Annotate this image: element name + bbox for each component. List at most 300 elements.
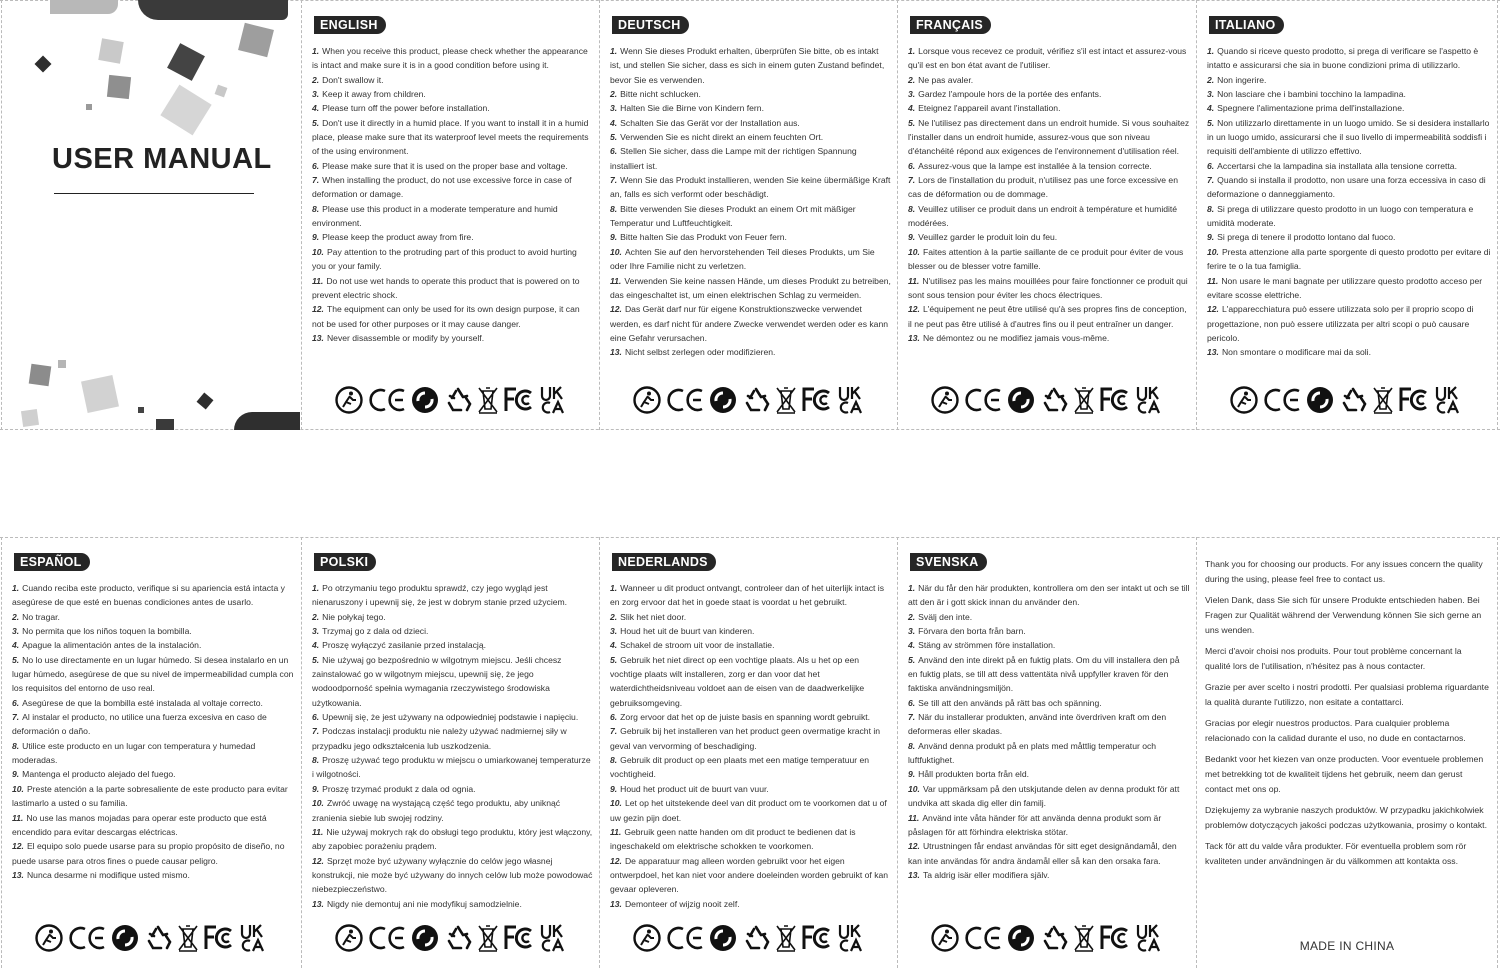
instruction-item: [908, 696, 1190, 710]
certification-marks: [930, 385, 1164, 415]
instruction-item: [12, 581, 294, 610]
instruction-number: 11.: [908, 812, 920, 823]
instruction-number: 13.: [312, 332, 324, 343]
instruction-number: 7.: [312, 175, 320, 186]
cover-decoration: [81, 375, 119, 413]
instruction-text: Si prega di tenere il prodotto lontano dal fuoco.: [1217, 232, 1396, 243]
instruction-text: Assurez-vous que la lampe est installée à la tension correcte.: [918, 160, 1152, 171]
instruction-text: Wenn Sie dieses Produkt erhalten, überprüfen Sie bitte, ob es intakt ist, und stellen Sie sicher, dass es sich in einem guten Zustand befindet, bevor Sie es verwenden.: [610, 46, 885, 85]
language-label: SVENSKA: [910, 553, 987, 571]
instruction-number: 2.: [12, 611, 20, 622]
weee-bin-icon: [774, 385, 798, 415]
instruction-number: 5.: [12, 654, 20, 665]
instruction-item: [312, 610, 593, 624]
instruction-item: [312, 796, 593, 825]
instruction-item: [12, 767, 294, 781]
instruction-text: No permita que los niños toquen la bombilla.: [22, 626, 192, 637]
ukca-mark: [1136, 923, 1164, 953]
weee-bin-icon: [774, 923, 798, 953]
instruction-text: Zwróć uwagę na wystającą część tego produktu, aby uniknąć zranienia siebie lub swojej rodziny.: [312, 798, 561, 823]
recycle-person-icon: [632, 923, 662, 953]
instruction-number: 9.: [312, 232, 320, 243]
instruction-text: Podczas instalacji produktu nie należy używać nadmiernej siły w przypadku jego odkształcenia lub uszkodzenia.: [312, 726, 567, 751]
ce-mark: [1262, 385, 1302, 415]
certification-marks: [632, 385, 866, 415]
instruction-number: 5.: [908, 117, 916, 128]
instruction-number: 5.: [312, 654, 320, 665]
instructions-panel-español: [2, 537, 300, 968]
recycling-triangle-icon: [1039, 923, 1069, 953]
language-label: NEDERLANDS: [612, 553, 716, 571]
instruction-item: [312, 87, 593, 101]
instruction-text: No lo use directamente en un lugar húmedo. Si desea instalarlo en un lugar húmedo, asegúrese de que su nivel de impermeabilidad cumpla con los requisitos del entorno de uso real.: [12, 654, 294, 694]
instruction-item: [908, 638, 1190, 652]
instruction-text: Bitte halten Sie das Produkt von Feuer fern.: [620, 232, 787, 243]
recycling-triangle-icon: [143, 923, 173, 953]
instruction-number: 3.: [1207, 89, 1215, 100]
instructions-panel-english: [302, 0, 599, 430]
instruction-number: 8.: [908, 203, 916, 214]
instruction-text: L'apparecchiatura può essere utilizzata solo per il proprio scopo di progettazione, non può essere utilizzata per altri scopi o può causare pericolo.: [1207, 304, 1474, 343]
cover-decoration: [197, 393, 214, 410]
instruction-item: [610, 274, 891, 303]
instruction-number: 7.: [610, 175, 618, 186]
instruction-number: 1.: [610, 46, 618, 56]
instruction-number: 6.: [312, 160, 320, 171]
instruction-text: Let op het uitstekende deel van dit product om te voorkomen dat u of uw gezin pijn doet.: [610, 798, 887, 823]
instruction-number: 8.: [610, 755, 618, 766]
certification-marks: [334, 385, 568, 415]
instruction-text: Proszę używać tego produktu w miejscu o umiarkowanej temperaturze i wilgotności.: [312, 755, 591, 780]
green-dot-icon: [410, 385, 440, 415]
instruction-text: Wanneer u dit product ontvangt, controleer dan of het uiterlijk intact is en zorg ervoor dat het in goede staat is voordat u het gebruikt.: [610, 583, 885, 608]
instruction-text: Quando si installa il prodotto, non usare una forza eccessiva in caso di deformazione o danneggiamento.: [1207, 175, 1486, 200]
instruction-number: 11.: [12, 812, 24, 823]
instruction-number: 1.: [610, 583, 618, 593]
instruction-item: [610, 854, 891, 897]
safety-instructions-list: [610, 581, 891, 911]
instruction-item: [312, 202, 593, 231]
instruction-text: Ne démontez ou ne modifiez jamais vous-même.: [922, 332, 1110, 343]
instruction-text: El equipo solo puede usarse para su propio propósito de diseño, no puede usarse para otros fines o puede causar peligro.: [12, 841, 285, 866]
instruction-number: 12.: [610, 304, 622, 315]
instruction-item: [908, 274, 1190, 303]
instruction-item: [908, 302, 1190, 331]
instruction-number: 1.: [1207, 46, 1215, 56]
language-label: DEUTSCH: [612, 16, 689, 34]
instruction-item: [610, 796, 891, 825]
instruction-number: 11.: [312, 275, 324, 286]
instruction-item: [908, 245, 1190, 274]
instruction-item: [610, 202, 891, 231]
instruction-item: [908, 202, 1190, 231]
instruction-item: [908, 782, 1190, 811]
instructions-panel-polski: [302, 537, 599, 968]
recycle-person-icon: [34, 923, 64, 953]
instruction-item: [1207, 101, 1491, 115]
thank-you-fr: Merci d'avoir choisi nos produits. Pour tout problème concernant la qualité lors de l'utilisation, n'hésitez pas à nous contacter.: [1205, 646, 1462, 671]
instruction-text: Ta aldrig isär eller modifiera själv.: [922, 869, 1050, 880]
instruction-number: 13.: [908, 869, 920, 880]
instruction-item: [12, 624, 294, 638]
recycling-triangle-icon: [443, 385, 473, 415]
instruction-text: Lorsque vous recevez ce produit, vérifiez s'il est intact et assurez-vous qu'il est en bon état avant de l'utiliser.: [908, 46, 1187, 71]
instruction-item: [610, 782, 891, 796]
instruction-item: [312, 724, 593, 753]
instruction-item: [312, 230, 593, 244]
instruction-item: [908, 610, 1190, 624]
certification-marks: [632, 923, 866, 953]
instruction-text: När du får den här produkten, kontrollera om den ser intakt ut och se till att den är i gott skick innan du använder den.: [908, 583, 1190, 608]
instruction-item: [1207, 302, 1491, 345]
recycle-person-icon: [1229, 385, 1259, 415]
recycling-triangle-icon: [1039, 385, 1069, 415]
instruction-text: Quando si riceve questo prodotto, si prega di verificare se l'aspetto è intatto e assicurarsi che sia in buone condizioni prima di utilizzarlo.: [1207, 46, 1479, 71]
instruction-number: 6.: [312, 712, 320, 723]
instruction-text: Non usare le mani bagnate per utilizzare questo prodotto acceso per evitare scosse elettriche.: [1207, 275, 1483, 300]
instruction-text: When installing the product, do not use excessive force in case of deformation or damage.: [312, 175, 572, 200]
thank-you-messages: [1205, 557, 1489, 875]
instruction-number: 13.: [908, 332, 920, 343]
instruction-text: Ne l'utilisez pas directement dans un endroit humide. Si vous souhaitez l'installer dans un endroit humide, assurez-vous que son niveau d'étanchéité répond aux exigences de l'environnement d'utilisation réel.: [908, 117, 1190, 157]
instruction-number: 6.: [908, 160, 916, 171]
instruction-item: [610, 581, 891, 610]
language-label: ESPAÑOL: [14, 553, 90, 571]
instructions-panel-français: [898, 0, 1196, 430]
instruction-text: Nicht selbst zerlegen oder modifizieren.: [624, 347, 776, 358]
ce-mark: [963, 385, 1003, 415]
instruction-number: 2.: [312, 611, 320, 622]
instruction-number: 6.: [1207, 160, 1215, 171]
ce-mark: [963, 923, 1003, 953]
cover-panel: [2, 0, 300, 430]
thank-you-it: Grazie per aver scelto i nostri prodotti. Per qualsiasi problema riguardante la qualità durante l'utilizzo, non esitate a contattarci.: [1205, 682, 1489, 707]
instruction-item: [908, 839, 1190, 868]
instruction-text: Var uppmärksam på den utskjutande delen av denna produkt för att undvika att skada dig eller din familj.: [908, 783, 1180, 809]
instruction-text: Svälj den inte.: [918, 611, 973, 622]
green-dot-icon: [410, 923, 440, 953]
instruction-item: [610, 345, 891, 359]
recycle-person-icon: [632, 385, 662, 415]
instruction-text: Wenn Sie das Produkt installieren, wenden Sie keine übermäßige Kraft an, falls es sich verformt oder beschädigt.: [610, 175, 891, 200]
instruction-number: 9.: [12, 769, 20, 780]
recycling-triangle-icon: [741, 385, 771, 415]
ce-mark: [367, 923, 407, 953]
instruction-number: 6.: [12, 697, 20, 708]
instruction-text: Nigdy nie demontuj ani nie modyfikuj samodzielnie.: [326, 898, 522, 909]
instruction-text: Non ingerire.: [1217, 74, 1267, 85]
instruction-number: 12.: [610, 855, 622, 866]
ce-mark: [665, 385, 705, 415]
instruction-item: [312, 116, 593, 159]
instruction-number: 2.: [908, 74, 916, 85]
instruction-text: Proszę wyłączyć zasilanie przed instalacją.: [322, 640, 486, 651]
instruction-text: Bitte verwenden Sie dieses Produkt an einem Ort mit mäßiger Temperatur und Luftfeuchtigkeit.: [610, 203, 856, 229]
language-label: POLSKI: [314, 553, 376, 571]
cover-decoration: [107, 75, 131, 99]
weee-bin-icon: [1371, 385, 1395, 415]
instruction-item: [908, 73, 1190, 87]
instruction-item: [610, 144, 891, 173]
fcc-mark: [503, 923, 537, 953]
instruction-item: [12, 710, 294, 739]
fcc-mark: [801, 923, 835, 953]
recycle-person-icon: [930, 385, 960, 415]
cover-decoration: [160, 85, 211, 136]
weee-bin-icon: [176, 923, 200, 953]
instruction-item: [1207, 173, 1491, 202]
instruction-item: [1207, 159, 1491, 173]
instruction-item: [908, 868, 1190, 882]
instruction-text: Please make sure that it is used on the proper base and voltage.: [322, 160, 568, 171]
instruction-item: [908, 581, 1190, 610]
instruction-text: Eteignez l'appareil avant l'installation.: [918, 103, 1061, 114]
instruction-number: 10.: [908, 783, 920, 794]
recycle-person-icon: [334, 923, 364, 953]
instruction-text: Asegúrese de que la bombilla esté instalada al voltaje correcto.: [22, 697, 263, 708]
cover-decoration: [234, 412, 300, 430]
instruction-item: [908, 739, 1190, 768]
instruction-number: 13.: [610, 347, 622, 358]
cover-decoration: [29, 364, 52, 387]
instruction-number: 9.: [908, 769, 916, 780]
instruction-number: 11.: [1207, 275, 1219, 286]
instruction-text: Das Gerät darf nur für eigene Konstruktionszwecke verwendet werden, es darf nicht für andere Zwecke verwendet werden oder es kann eine Gefahr verursachen.: [610, 304, 889, 343]
instruction-text: Använd inte våta händer för att använda denna produkt som är påslagen för att förhindra elektriska stötar.: [908, 812, 1162, 837]
certification-marks: [1229, 385, 1463, 415]
instruction-text: Accertarsi che la lampadina sia installata alla tensione corretta.: [1217, 160, 1457, 171]
instruction-text: Mantenga el producto alejado del fuego.: [22, 769, 176, 780]
instruction-text: Veuillez garder le produit loin du feu.: [918, 232, 1058, 243]
instruction-text: Lors de l'installation du produit, n'utilisez pas une force excessive en cas de déformation ou de dommage.: [908, 175, 1178, 200]
weee-bin-icon: [1072, 385, 1096, 415]
instruction-text: Don't use it directly in a humid place. If you want to install it in a humid place, please make sure that its waterproof level meets the requirements of the using environment.: [312, 117, 589, 157]
instruction-text: Faites attention à la partie saillante de ce produit pour éviter de vous blesser ou de blesser votre famille.: [908, 246, 1184, 272]
instruction-text: Cuando reciba este producto, verifique si su apariencia está intacta y asegúrese de que esté en buenas condiciones antes de usarlo.: [12, 583, 285, 608]
instruction-number: 7.: [610, 726, 618, 737]
instruction-text: Spegnere l'alimentazione prima dell'installazione.: [1217, 103, 1405, 114]
fcc-mark: [203, 923, 237, 953]
thank-you-de: Vielen Dank, dass Sie sich für unsere Produkte entschieden haben. Bei Fragen zur Qualität während der Verwendung können Sie sich gerne an uns wenden.: [1205, 595, 1482, 635]
instruction-number: 4.: [610, 117, 618, 128]
instruction-item: [610, 302, 891, 345]
weee-bin-icon: [476, 385, 500, 415]
instruction-item: [12, 610, 294, 624]
instruction-item: [312, 159, 593, 173]
instruction-text: Al instalar el producto, no utilice una fuerza excesiva en caso de deformación o daño.: [12, 712, 267, 737]
instruction-number: 12.: [908, 841, 920, 852]
instruction-number: 9.: [312, 783, 320, 794]
ce-mark: [367, 385, 407, 415]
instruction-text: When you receive this product, please check whether the appearance is intact and make sure it is in a good condition before using it.: [312, 46, 588, 71]
instruction-number: 10.: [610, 798, 622, 809]
instruction-number: 1.: [908, 583, 916, 593]
instruction-item: [312, 581, 593, 610]
instruction-text: Nie połykaj tego.: [322, 611, 386, 622]
instruction-number: 12.: [1207, 304, 1219, 315]
instruction-text: No use las manos mojadas para operar este producto que está encendido para evitar descargas eléctricas.: [12, 812, 267, 837]
cover-decoration: [35, 56, 52, 73]
instruction-number: 2.: [610, 89, 618, 100]
instruction-number: 1.: [312, 46, 320, 56]
instruction-item: [1207, 116, 1491, 159]
instruction-text: Trzymaj go z dala od dzieci.: [322, 626, 429, 637]
instruction-text: Gebruik bij het installeren van het product geen overmatige kracht in geval van vervorming of beschadiging.: [610, 726, 881, 751]
instruction-text: Slik het niet door.: [620, 611, 687, 622]
instruction-number: 12.: [312, 855, 324, 866]
safety-instructions-list: [312, 44, 593, 345]
instruction-text: Håll produkten borta från eld.: [918, 769, 1030, 780]
safety-instructions-list: [1207, 44, 1491, 360]
instruction-text: Houd het uit de buurt van kinderen.: [620, 626, 755, 637]
instruction-item: [610, 897, 891, 911]
instruction-item: [312, 302, 593, 331]
instruction-text: Non lasciare che i bambini tocchino la lampadina.: [1217, 89, 1406, 100]
cover-decoration: [138, 0, 288, 20]
instruction-item: [312, 825, 593, 854]
thank-you-nl: Bedankt voor het kiezen van onze producten. Voor eventuele problemen met betrekking tot de kwaliteit tijdens het gebruik, neem dan gerust contact met ons op.: [1205, 754, 1484, 794]
instruction-item: [12, 638, 294, 652]
instruction-item: [312, 274, 593, 303]
instruction-number: 7.: [908, 712, 916, 723]
instruction-number: 12.: [908, 304, 920, 315]
ukca-mark: [240, 923, 268, 953]
instruction-text: Bitte nicht schlucken.: [620, 89, 701, 100]
instruction-item: [312, 710, 593, 724]
instruction-number: 10.: [908, 246, 920, 257]
instruction-text: No tragar.: [22, 611, 60, 622]
instruction-item: [908, 101, 1190, 115]
instruction-text: Se till att den används på rätt bas och spänning.: [918, 697, 1102, 708]
instruction-text: Please turn off the power before installation.: [322, 103, 490, 114]
instruction-item: [12, 696, 294, 710]
fold-line: [1497, 0, 1498, 430]
instruction-text: Nie używaj go bezpośrednio w wilgotnym miejscu. Jeśli chcesz zainstalować go w wilgotnym miejscu, upewnij się, że jego wodoodporność spełnia wymagania rzeczywistego środowiska użytkowania.: [312, 654, 562, 708]
instruction-item: [1207, 345, 1491, 359]
instruction-item: [610, 44, 891, 87]
instruction-number: 4.: [312, 640, 320, 651]
instruction-number: 3.: [908, 626, 916, 637]
language-label: FRANÇAIS: [910, 16, 991, 34]
instruction-text: Po otrzymaniu tego produktu sprawdź, czy jego wygląd jest nienaruszony i upewnij się, że jest w dobrym stanie przed użyciem.: [312, 583, 568, 608]
instruction-item: [610, 653, 891, 710]
instruction-number: 2.: [610, 611, 618, 622]
safety-instructions-list: [908, 44, 1190, 345]
instruction-number: 7.: [1207, 175, 1215, 186]
thank-you-en: Thank you for choosing our products. For any issues concern the quality during the using, please feel free to contact us.: [1205, 559, 1483, 584]
instruction-item: [610, 230, 891, 244]
instruction-item: [610, 753, 891, 782]
instruction-number: 10.: [1207, 246, 1219, 257]
ukca-mark: [838, 385, 866, 415]
instruction-number: 8.: [908, 740, 916, 751]
instruction-text: N'utilisez pas les mains mouillées pour faire fonctionner ce produit qui sont sous tension pour éviter les chocs électriques.: [908, 275, 1188, 300]
instruction-item: [908, 116, 1190, 159]
instruction-number: 1.: [12, 583, 20, 593]
instruction-number: 12.: [12, 841, 24, 852]
instruction-number: 8.: [312, 755, 320, 766]
green-dot-icon: [708, 923, 738, 953]
ukca-mark: [1435, 385, 1463, 415]
instruction-item: [610, 101, 891, 115]
instruction-text: Gebruik het niet direct op een vochtige plaats. Als u het op een vochtige plaats wilt installeren, zorg er dan voor dat het waterdichtheidsniveau voldoet aan de eisen van de daadwerkelijke gebruiksomgeving.: [610, 654, 865, 708]
green-dot-icon: [708, 385, 738, 415]
instruction-item: [312, 44, 593, 73]
instruction-text: Halten Sie die Birne von Kindern fern.: [620, 103, 764, 114]
instruction-text: De apparatuur mag alleen worden gebruikt voor het eigen ontwerpdoel, het kan niet voor andere doeleinden worden gebruikt of kan gevaar opleveren.: [610, 855, 889, 895]
instruction-number: 6.: [908, 697, 916, 708]
instruction-text: Schalten Sie das Gerät vor der Installation aus.: [620, 117, 800, 128]
instruction-number: 2.: [1207, 74, 1215, 85]
fcc-mark: [1398, 385, 1432, 415]
instruction-item: [312, 653, 593, 710]
title-rule: [54, 193, 254, 194]
instruction-item: [610, 173, 891, 202]
instruction-text: Si prega di utilizzare questo prodotto in un luogo con temperatura e umidità moderate.: [1207, 203, 1474, 229]
instruction-item: [610, 610, 891, 624]
instruction-number: 10.: [312, 246, 324, 257]
instruction-number: 13.: [312, 898, 324, 909]
instruction-text: Demonteer of wijzig nooit zelf.: [624, 898, 740, 909]
recycle-person-icon: [334, 385, 364, 415]
weee-bin-icon: [476, 923, 500, 953]
instruction-number: 5.: [312, 117, 320, 128]
instruction-item: [908, 331, 1190, 345]
instruction-number: 5.: [610, 654, 618, 665]
instruction-text: Pay attention to the protruding part of this product to avoid hurting you or your family.: [312, 246, 577, 272]
thank-you-sv: Tack för att du valde våra produkter. För eventuella problem som rör kvaliteten under användningen är du välkommen att kontakta oss.: [1205, 841, 1467, 866]
instruction-item: [1207, 73, 1491, 87]
instructions-panel-svenska: [898, 537, 1196, 968]
instruction-item: [1207, 44, 1491, 73]
instruction-item: [1207, 245, 1491, 274]
instruction-text: Använd denna produkt på en plats med måttlig temperatur och luftfuktighet.: [908, 740, 1157, 766]
instruction-item: [610, 87, 891, 101]
instruction-item: [610, 624, 891, 638]
instruction-text: Gebruik dit product op een plaats met een matige temperatuur en vochtigheid.: [610, 755, 870, 780]
made-in-label: MADE IN CHINA: [1299, 939, 1395, 953]
fcc-mark: [1099, 385, 1133, 415]
instruction-number: 2.: [312, 74, 320, 85]
cover-decoration: [156, 419, 174, 430]
recycling-triangle-icon: [1338, 385, 1368, 415]
green-dot-icon: [1006, 923, 1036, 953]
cover-decoration: [167, 43, 205, 81]
instruction-text: Upewnij się, że jest używany na odpowiedniej podstawie i napięciu.: [322, 712, 579, 723]
recycling-triangle-icon: [741, 923, 771, 953]
instruction-text: Verwenden Sie es nicht direkt an einem feuchten Ort.: [620, 132, 824, 143]
instruction-item: [12, 839, 294, 868]
instruction-number: 3.: [312, 89, 320, 100]
instruction-text: Ne pas avaler.: [918, 74, 974, 85]
instruction-item: [312, 101, 593, 115]
ukca-mark: [1136, 385, 1164, 415]
certification-marks: [34, 923, 268, 953]
ce-mark: [67, 923, 107, 953]
instruction-number: 4.: [908, 103, 916, 114]
instruction-text: Schakel de stroom uit voor de installatie.: [620, 640, 775, 651]
instruction-item: [610, 245, 891, 274]
instruction-text: Apague la alimentación antes de la instalación.: [22, 640, 202, 651]
instruction-number: 8.: [312, 203, 320, 214]
instruction-number: 2.: [908, 611, 916, 622]
instruction-text: Please use this product in a moderate temperature and humid environment.: [312, 203, 558, 229]
instruction-text: Never disassemble or modify by yourself.: [326, 332, 485, 343]
instruction-number: 4.: [312, 103, 320, 114]
instruction-number: 7.: [908, 175, 916, 186]
instruction-number: 1.: [312, 583, 320, 593]
instruction-item: [610, 130, 891, 144]
